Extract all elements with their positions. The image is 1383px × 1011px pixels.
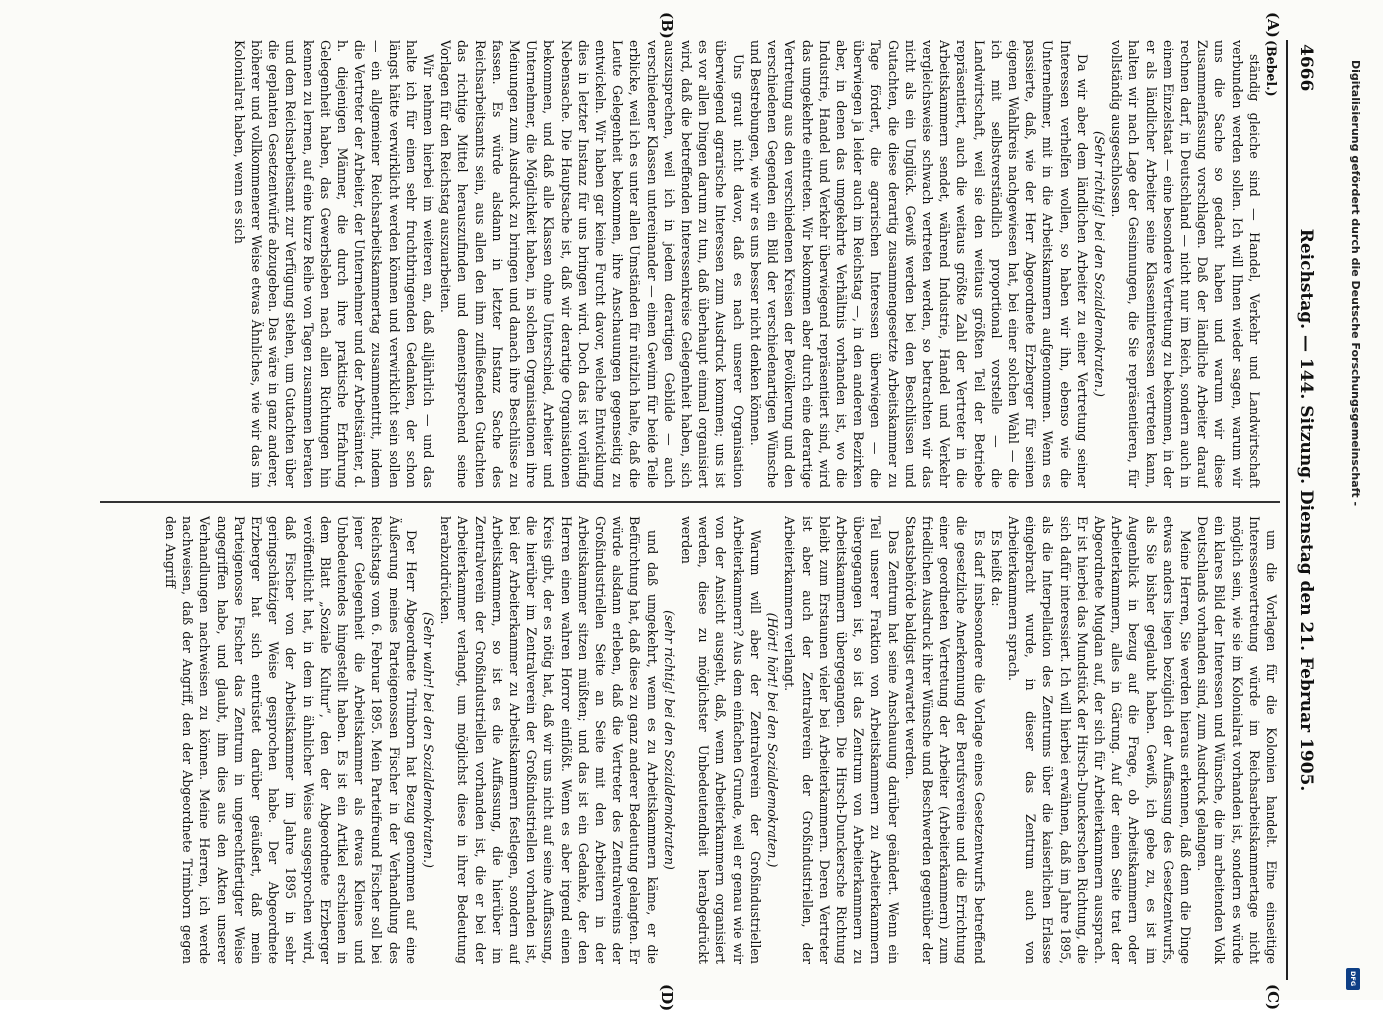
paragraph: Wir nehmen hierbei im weiteren an, daß alljährlich — und das halte ich für einen sehr fruchtbringenden Gedanken, der schon längst hätte verwirklicht werden können und verwirklicht sein sollen — ein allgemeiner Reichsarbeitskammertag zusammentritt, indem die Vertreter der Arbeiter, der Unternehmer und der Arbeitsämter, d. h. diejenigen Männer, die durch ihre praktische Erfahrung Gelegenheit haben, das Gewerbsleben nach allen Richtungen hin kennen zu lernen, auf eine kurze Reihe von Tagen zusammen beraten und dem Reichsarbeitsamt zur Verfügung stehen, um Gutachten über die geplanten Gesetzentwürfe abzugeben. Das wäre in ganz anderer, höherer und vollkommenerer Weise etwas Ähnliches, wie wir das im Kolonialrat haben, wenn es sich	[231, 40, 437, 488]
interjection: (Sehr wahr! bei den Sozialdemokraten.)	[421, 612, 437, 868]
margin-marker-b: (B)	[658, 12, 676, 39]
paragraph: Warum will aber der Zentralverein der Großindustriellen Arbeiterkammern? Aus dem einfachen Grunde, weil er genau wie wir von der Ansicht ausgeht, daß, wenn Arbeiterkammern organisiert werden, diese zu möglichster Unbedeutendheit herabgedrückt werden	[679, 516, 763, 964]
margin-marker-c: (C)	[1264, 984, 1282, 1011]
header-rule	[1286, 40, 1288, 980]
paragraph: Der Herr Abgeordnete Trimborn hat Bezug genommen auf eine Äußerung meines Parteigenossen Fischer in der Verhandlung des Reichstags vom 6. Februar 1895. Mein Parteifreund Fischer soll bei jener Gelegenheit die Arbeitskammer als etwas Kleines und Unbedeutendes hingestellt haben. Es ist ein Artikel erschienen in dem Blatt „Soziale Kultur“, den der Abgeordnete Erzberger veröffentlicht hat, in dem in ähnlicher Weise ausgesprochen wird, daß Fischer von der Arbeitskammer im Jahre 1895 in sehr geringschätziger Weise gesprochen habe. Der Abgeordnete Erzberger hat sich entrüstet darüber geäußert, daß mein Parteigenosse Fischer das Zentrum in ungerechtfertigter Weise angegriffen habe, und glaubt, ihm dies aus den Akten unserer Verhandlungen nachweisen zu können. Meine Herren, ich werde nachweisen, daß der Angriff, den der Abgeordnete Trimborn gegen den Angriff	[163, 516, 419, 964]
speaker-label: (Bebel.)	[1264, 40, 1279, 97]
interjection: (sehr richtig! bei den Sozialdemokraten)	[661, 610, 677, 870]
paragraph: Da wir aber dem ländlichen Arbeiter zu einer Vertretung seiner Interessen verhelfen wollen, so haben wir ihn, ebenso wie die Unternehmer, mit in die Arbeitskammern aufgenommen. Wenn es passierte, daß, wie der Herr Abgeordnete Erzberger für seinen eigenen Wahlkreis nachgewiesen hat, bei einer solchen Wahl — die ich mit selbstverständlich proportional vorstelle — die Landwirtschaft, weil sie den weitaus größten Teil der Betriebe repräsentiert, auch die weitaus größte Zahl der Vertreter in die Arbeitskammern sendet, während Industrie, Handel und Verkehr vergleichsweise schwach vertreten werden, so betrachten wir das nicht als ein Unglück. Gewiß werden bei den Beschlüssen und Gutachten, die diese derartig zusammengesetzte Arbeitskammer zu Tage fördert, die agrarischen Interessen überwiegen — die überwiegen ja leider auch im Reichstag —, in den anderen Bezirken aber, in denen das umgekehrte Verhältnis vorhanden ist, wo die Industrie, Handel und Verkehr überwiegend repräsentiert sind, wird das umgekehrte eintreten. Wir bekommen aber durch eine derartige Vertretung aus den verschiedenen Kreisen der Bevölkerung und den verschiedenen Gegenden ein Bild der verschiedenartigen Wünsche und Bestrebungen, wie wir es uns besser nicht denken können.	[747, 40, 1090, 488]
dfg-logo: DFG	[1346, 968, 1360, 990]
column-divider	[100, 501, 1280, 503]
paragraph: Uns graut nicht davor, daß es nach unserer Organisation überwiegend agrarische Interessen zum Ausdruck kommen; uns ist es vor allen Dingen darum zu tun, daß überhaupt einmal organisiert wird, daß die betreffenden Interessenkreise Gelegenheit haben, sich auszusprechen, weil ich in jedem derartigen Gebilde — auch verschiedener Klassen untereinander — einen Gewinn für beide Teile erblicke, weil ich es unter allen Umständen für nützlich halte, daß die Leute Gelegenheit bekommen, ihre Anschauungen gegenseitig zu entwickeln. Wir haben gar keine Furcht davor, welche Entwicklung dies in letzter Instanz für uns bringen wird. Doch das ist vorläufig Nebensache. Die Hauptsache ist, daß wir derartige Organisationen bekommen, und daß alle Klassen ohne Unterschied, Arbeiter und Unternehmer, die Möglichkeit haben, in solchen Organisationen ihre Meinungen zum Ausdruck zu bringen und danach ihre Beschlüsse zu fassen. Es würde alsdann in letzter Instanz Sache des Reichsarbeitsamts sein, aus allen den ihm zufließenden Gutachten das richtige Mittel herauszufinden und dementsprechend seine Vorlagen für den Reichstag auszuarbeiten.	[438, 40, 746, 488]
page-header	[1290, 40, 1316, 980]
interjection: (Sehr richtig! bei den Sozialdemokraten.)	[1091, 131, 1107, 397]
paragraph: um die Vorlagen für die Kolonien handelt. Eine einseitige Interessenvertretung würde im Reichsarbeitskammertage nicht möglich sein, wie sie im Kolonialrat vorhanden ist, sondern es würde ein klares Bild der Interessen und Wünsche, die im arbeitenden Volk Deutschlands vorhanden sind, zum Ausdruck gelangen.	[1195, 516, 1279, 964]
margin-marker-d: (D)	[658, 984, 676, 1011]
left-column	[100, 40, 1280, 488]
page-title: Reichstag. — 144. Sitzung. Dienstag den 21. Februar 1905.	[1296, 228, 1316, 792]
interjection: (Hört! hört! bei den Sozialdemokraten.)	[765, 612, 781, 868]
paragraph: ständig gleiche sind — Handel, Verkehr und Landwirtschaft verbunden werden sollen. Ich will Ihnen wieder sagen, warum wir uns die Sache so gedacht haben und warum wir diese Zusammenfassung vorschlagen. Daß der ländliche Arbeiter darauf rechnen darf, in Deutschland — nicht nur im Reich, sondern auch in einem Einzelstaat — eine besondere Vertretung zu bekommen, in der er als ländlicher Arbeiter seine Klasseninteressen vertreten kann, halten wir nach Lage der Gesinnungen, die Sie repräsentieren, für vollständig ausgeschlossen.	[1109, 40, 1262, 488]
page-number: 4666	[1296, 44, 1316, 92]
quote: Es darf insbesondere die Vorlage eines Gesetzentwurfs betreffend die gesetzliche Anerkennung der Berufsvereine und die Errichtung einer geordneten Vertretung der Arbeiter (Arbeiterkammern) zum friedlichen Ausdruck ihrer Wünsche und Beschwerden gegenüber der Staatsbehörde baldigst erwartet werden.	[902, 516, 987, 964]
footer-text: Digitalisierung gefördert durch die Deutsche Forschungsgemeinschaft -	[1349, 60, 1362, 507]
paragraph: und daß umgekehrt, wenn es zu Arbeitskammern käme, er die Befürchtung hat, daß diese zu ganz anderer Bedeutung gelangten. Er würde alsdann erleben, daß die Vertreter des Zentralvereins der Großindustriellen Seite an Seite mit den Arbeitern in der Arbeitskammer sitzen müßten; und das ist ein Gedanke, der den Herren einen wahren Horror einflößt. Wenn es aber irgend einen Kreis gibt, der es nötig hat, daß wir uns nicht auf seine Auffassung, die hierüber im Zentralverein der Großindustriellen vorhanden ist, bei der Arbeiterkammer zu Arbeitskammern festlegen, sondern auf Arbeitskammern, so ist es die Auffassung, die hierüber im Zentralverein der Großindustriellen vorhanden ist, die er bei der Arbeiterkammer verlangt, um möglichst diese in ihrer Bedeutung herabzudrücken.	[438, 516, 660, 964]
digitization-footer	[1342, 60, 1364, 960]
paragraph: Es heißt da:	[988, 530, 1004, 607]
paragraph: Das Zentrum hat seine Anschauung darüber geändert. Wenn ein Teil unserer Fraktion von Arbeitskammern zu Arbeiterkammern übergegangen ist, so ist das Zentrum von Arbeiterkammern zu Arbeitskammern übergegangen. Die Hirsch-Dunckersche Richtung bleibt zum Erstaunen vieler bei Arbeiterkammern. Deren Vertreter ist aber auch der Zentralverein der Großindustriellen, der Arbeiterkammern verlangt.	[782, 516, 901, 964]
rotated-page-body	[76, 12, 1316, 1011]
right-column	[100, 516, 1280, 964]
paragraph: Meine Herren, Sie werden hieraus erkennen, daß denn die Dinge etwas anders liegen bezüglich der Auffassung des Gesetzentwurfs, als Sie bisher geglaubt haben. Gewiß, ich gebe zu, es ist im Augenblick in bezug auf die Frage, ob Arbeitskammern oder Arbeiterkammern, alles in Gärung. Auf der einen Seite trat der Abgeordnete Mugdan auf, der sich für Arbeiterkammern aussprach. Er ist hierbei das Mundstück der Hirsch-Dunckerschen Richtung, die sich dafür interessiert. Ich will hierbei erwähnen, daß im Jahre 1895, als die Interpellation des Zentrums über die kaiserlichen Erlasse eingebracht wurde, in dieser das Zentrum auch von Arbeiterkammern sprach.	[1005, 516, 1193, 964]
margin-marker-a: (A)	[1264, 12, 1282, 38]
